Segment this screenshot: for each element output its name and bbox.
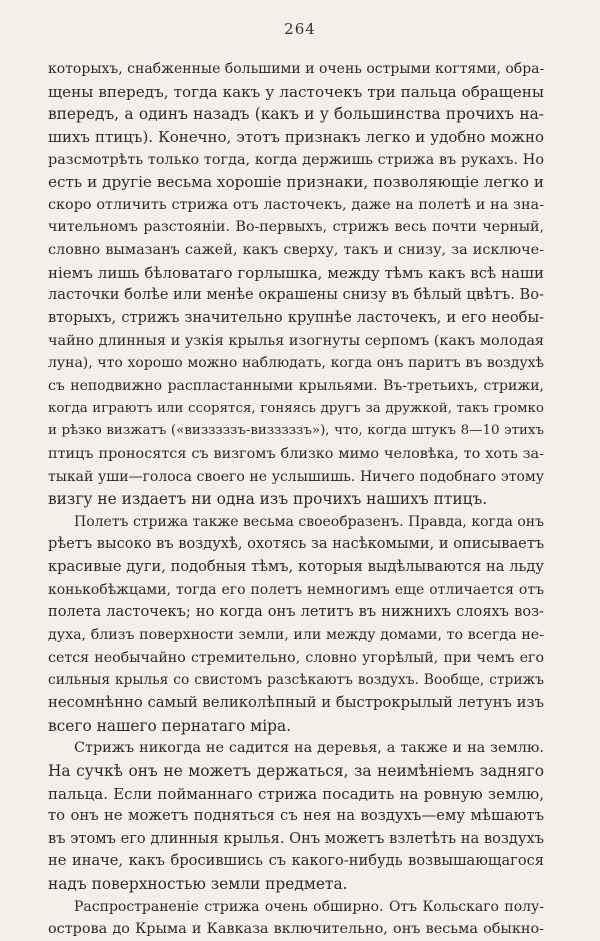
text-line: Стрижъ никогда не садится на деревья, а также и на землю. [74, 740, 544, 757]
page-number: 264 [284, 20, 316, 38]
text-line: Распространеніе стрижа очень обширно. Отъ Кольскаго полу- [74, 898, 544, 915]
text-line: тыкай уши—голоса своего не услышишь. Ничего подобнаго этому [48, 468, 544, 485]
text-line: ніемъ лишь бѣловатаго горлышка, между тѣмъ какъ всѣ наши [48, 263, 544, 282]
text-line: На сучкѣ онъ не можетъ держаться, за неимѣніемъ задняго [48, 761, 544, 780]
text-line: Полетъ стрижа также весьма своеобразенъ. Правда, когда онъ [74, 513, 544, 530]
text-line: духа, близъ поверхности земли, или между домами, то всегда не- [48, 627, 544, 644]
text-line: словно вымазанъ сажей, какъ сверху, такъ и снизу, за исключе- [48, 242, 544, 259]
paragraph [48, 896, 544, 941]
paragraph [48, 58, 544, 511]
text-line: шихъ птицъ). Конечно, этотъ признакъ легко и удобно можно [48, 127, 544, 146]
text-line: впередъ, а одинъ назадъ (какъ и у большинства прочихъ на- [48, 105, 544, 124]
text-line: всего нашего пернатаго міра. [48, 716, 292, 735]
text-line: надъ поверхностью земли предмета. [48, 875, 348, 894]
text-line: чительномъ разстояніи. Во-первыхъ, стрижъ весь почти черный, [48, 219, 544, 236]
text-line: полета ласточекъ; но когда онъ летитъ въ нижнихъ слояхъ воз- [48, 603, 544, 621]
text-line: несомнѣнно самый великолѣпный и быстрокрылый летунъ изъ [48, 693, 544, 711]
text-line: щены впередъ, тогда какъ у ласточекъ три пальца обращены [48, 82, 544, 101]
text-line: вторыхъ, стрижъ значительно крупнѣе ласточекъ, и его необы- [48, 309, 544, 327]
text-line: и рѣзко визжатъ («визззззъ-визззззъ»), что, когда штукъ 8—10 этихъ [48, 423, 544, 439]
text-line: красивые дуги, подобныя тѣмъ, которыя выдѣлываются на льду [48, 558, 544, 576]
text-line: чайно длинныя и узкія крылья изогнуты серпомъ (какъ молодая [48, 332, 544, 349]
text-line: сется необычайно стремительно, словно угорѣлый, при чемъ его [48, 649, 544, 666]
text-line: сильныя крылья со свистомъ разсѣкаютъ воздухъ. Вообще, стрижъ [48, 672, 544, 689]
text-line: когда играютъ или ссорятся, гоняясь другъ за дружкой, такъ громко [48, 400, 544, 416]
text-line: острова до Крыма и Кавказа включительно, онъ весьма обыкно- [48, 921, 544, 938]
text-line: не иначе, какъ бросившись съ какого-нибудь возвышающагося [48, 852, 544, 870]
text-line: съ неподвижно распластанными крыльями. Въ-третьихъ, стрижи, [48, 377, 544, 394]
text-line: визгу не издаетъ ни одна изъ прочихъ нашихъ птицъ. [48, 490, 488, 509]
paragraph [48, 737, 544, 895]
text-line: луна), что хорошо можно наблюдать, когда онъ паритъ въ воздухѣ [48, 355, 544, 372]
text-line: конькобѣжцами, тогда его полетъ немногимъ еще отличается отъ [48, 581, 544, 598]
text-line: ласточки болѣе или менѣе окрашены снизу въ бѣлый цвѣтъ. Во- [48, 286, 544, 304]
text-line: птицъ проносятся съ визгомъ близко мимо человѣка, то хоть за- [48, 445, 544, 462]
text-line: то онъ не можетъ подняться съ нея на воздухъ—ему мѣшаютъ [48, 807, 544, 825]
text-line: рѣетъ высоко въ воздухѣ, охотясь за насѣкомыми, и описываетъ [48, 535, 544, 553]
text-line: скоро отличить стрижа отъ ласточекъ, даже на полетѣ и на зна- [48, 196, 544, 213]
text-line: пальца. Если пойманнаго стрижа посадить на ровную землю, [48, 784, 544, 803]
text-line: разсмотрѣть только тогда, когда держишь стрижа въ рукахъ. Но [48, 151, 544, 168]
text-line: есть и другіе весьма хорошіе признаки, позволяющіе легко и [48, 173, 544, 192]
text-line: въ этомъ его длинныя крылья. Онъ можетъ взлетѣть на воздухъ [48, 829, 544, 847]
text-line: которыхъ, снабженные большими и очень острыми когтями, обра- [48, 61, 544, 77]
body-text [48, 58, 544, 941]
paragraph [48, 511, 544, 737]
